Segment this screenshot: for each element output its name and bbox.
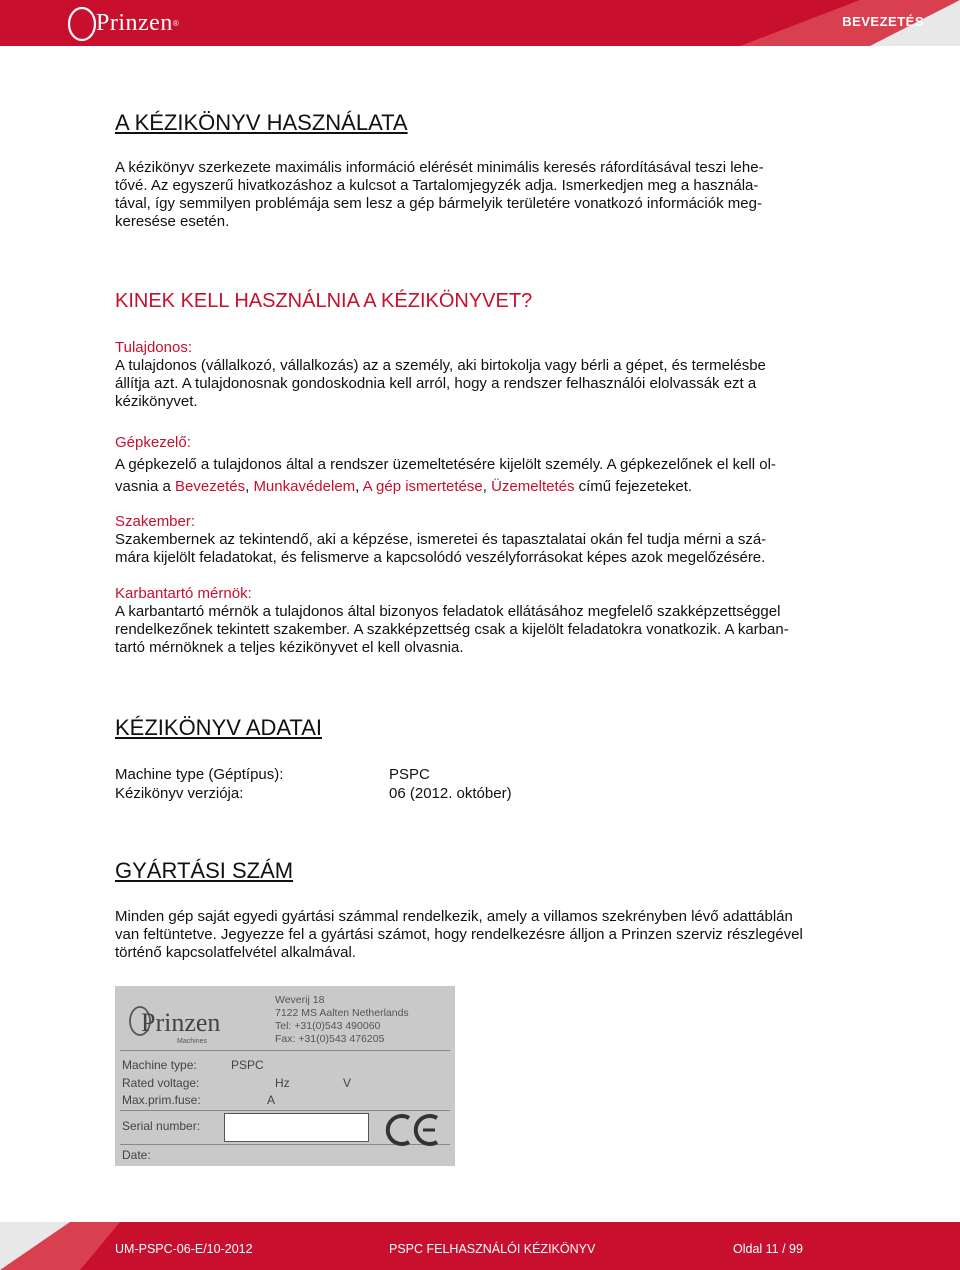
hz-label: Hz <box>275 1076 290 1090</box>
text-line: mára kijelölt feladatokat, és felismerve a kapcsolódó veszélyforrásokat képes azok megelőzésére. <box>115 549 766 566</box>
text-fragment: vasnia a <box>115 478 176 495</box>
text-line: A karbantartó mérnök a tulajdonos által bizonyos feladatok ellátásához megfelelő szakképzettséggel <box>115 603 781 620</box>
text-line: Minden gép saját egyedi gyártási számmal rendelkezik, amely a villamos szekrényben lévő adattáblán <box>115 908 793 925</box>
egg-logo-icon <box>66 4 96 42</box>
page-header <box>0 0 960 46</box>
registered-mark: ® <box>172 18 179 28</box>
address-line: Weverij 18 <box>275 994 325 1006</box>
section-label: BEVEZETÉS <box>842 14 924 29</box>
text-line: A kézikönyv szerkezete maximális információ elérését minimális keresés ráfordításával teszi lehe- <box>115 159 764 176</box>
separator: , <box>355 478 363 495</box>
data-row-version <box>115 784 512 803</box>
footer-page-number: Oldal 11 / 99 <box>733 1242 803 1256</box>
max-fuse-label: Max.prim.fuse: <box>122 1093 201 1107</box>
nameplate-brand: Prinzen <box>141 1008 221 1037</box>
address-line: Tel: +31(0)543 490060 <box>275 1020 381 1032</box>
heading-manual-data: KÉZIKÖNYV ADATAI <box>115 715 323 740</box>
logo-text: Prinzen <box>96 9 173 36</box>
footer-swoosh <box>80 1222 120 1270</box>
date-label: Date: <box>122 1148 151 1162</box>
link-gep-ismertetese[interactable]: A gép ismertetése <box>362 478 483 495</box>
text-fragment: című fejezeteket. <box>574 478 693 495</box>
v-label: V <box>343 1076 352 1090</box>
owner-paragraph <box>115 339 840 411</box>
text-line: A gépkezelő a tulajdonos által a rendszer üzemeltetésére kijelölt személy. A gépkezelőnek el kell ol- <box>115 456 776 473</box>
serial-number-label: Serial number: <box>122 1119 201 1133</box>
serial-number-box <box>224 1113 369 1142</box>
operator-paragraph <box>115 432 840 498</box>
machine-type-value: PSPC <box>231 1058 264 1072</box>
nameplate-address <box>275 994 409 1046</box>
data-value: 06 (2012. október) <box>389 785 512 802</box>
operator-label: Gépkezelő: <box>115 434 191 451</box>
text-line: van feltüntetve. Jegyezze fel a gyártási számot, hogy rendelkezésre álljon a Prinzen szerviz részlegével <box>115 926 803 943</box>
text-line: A tulajdonos (vállalkozó, vállalkozás) az a személy, aki birtokolja vagy bérli a gépet, és termelésbe <box>115 357 766 374</box>
manual-use-paragraph <box>115 159 840 231</box>
link-munkavedelem[interactable]: Munkavédelem <box>253 478 356 495</box>
nameplate-photo <box>115 986 455 1166</box>
text-line: tartó mérnöknek a teljes kézikönyvet el kell olvasnia. <box>115 639 464 656</box>
heading-manual-use: A KÉZIKÖNYV HASZNÁLATA <box>115 110 408 135</box>
link-bevezetes[interactable]: Bevezetés <box>175 478 246 495</box>
address-line: 7122 MS Aalten Netherlands <box>275 1007 409 1019</box>
serial-paragraph <box>115 908 840 962</box>
owner-label: Tulajdonos: <box>115 339 192 356</box>
machine-type-label: Machine type: <box>122 1058 197 1072</box>
expert-paragraph <box>115 513 840 567</box>
separator: , <box>245 478 254 495</box>
text-line: történő kapcsolatfelvétel alkalmával. <box>115 944 356 961</box>
separator: , <box>482 478 492 495</box>
text-line: kézikönyvet. <box>115 393 198 410</box>
heading-serial-number: GYÁRTÁSI SZÁM <box>115 858 294 883</box>
address-line: Fax: +31(0)543 476205 <box>275 1033 385 1045</box>
data-key: Kézikönyv verziója: <box>115 785 244 802</box>
text-line: állítja azt. A tulajdonosnak gondoskodnia kell arról, hogy a rendszer felhasználói elolvassák ezt a <box>115 375 757 392</box>
link-uzemeltetes[interactable]: Üzemeltetés <box>491 478 575 495</box>
page-footer <box>0 1222 960 1270</box>
footer-doc-code: UM-PSPC-06-E/10-2012 <box>115 1242 253 1256</box>
text-line: tával, így semmilyen problémája sem lesz a gép bármelyik területére vonatkozó információk meg- <box>115 195 762 212</box>
text-line: rendelkezőnek tekintett szakember. A szakképzettség csak a kijelölt feladatokra vonatkozik. A karban- <box>115 621 789 638</box>
text-line: keresése esetén. <box>115 213 230 230</box>
text-line: Szakembernek az tekintendő, aki a képzése, ismeretei és tapasztalatai okán fel tudja mérni a szá- <box>115 531 767 548</box>
prinzen-logo <box>66 4 179 42</box>
maintenance-paragraph <box>115 585 840 657</box>
divider <box>120 1050 450 1051</box>
maintenance-label: Karbantartó mérnök: <box>115 585 252 602</box>
text-line: tővé. Az egyszerű hivatkozáshoz a kulcsot a Tartalomjegyzék adja. Ismerkedjen meg a használa- <box>115 177 759 194</box>
rated-voltage-label: Rated voltage: <box>122 1076 200 1090</box>
a-label: A <box>267 1093 276 1107</box>
data-row-machine-type <box>115 765 430 784</box>
data-key: Machine type (Géptípus): <box>115 766 284 783</box>
footer-doc-title: PSPC FELHASZNÁLÓI KÉZIKÖNYV <box>389 1242 596 1256</box>
footer-swoosh <box>0 1222 70 1270</box>
nameplate-brand-sub: Machines <box>177 1038 207 1045</box>
heading-who-uses: KINEK KELL HASZNÁLNIA A KÉZIKÖNYVET? <box>115 290 533 312</box>
data-value: PSPC <box>389 766 430 783</box>
ce-mark-icon <box>385 1110 445 1150</box>
expert-label: Szakember: <box>115 513 196 530</box>
